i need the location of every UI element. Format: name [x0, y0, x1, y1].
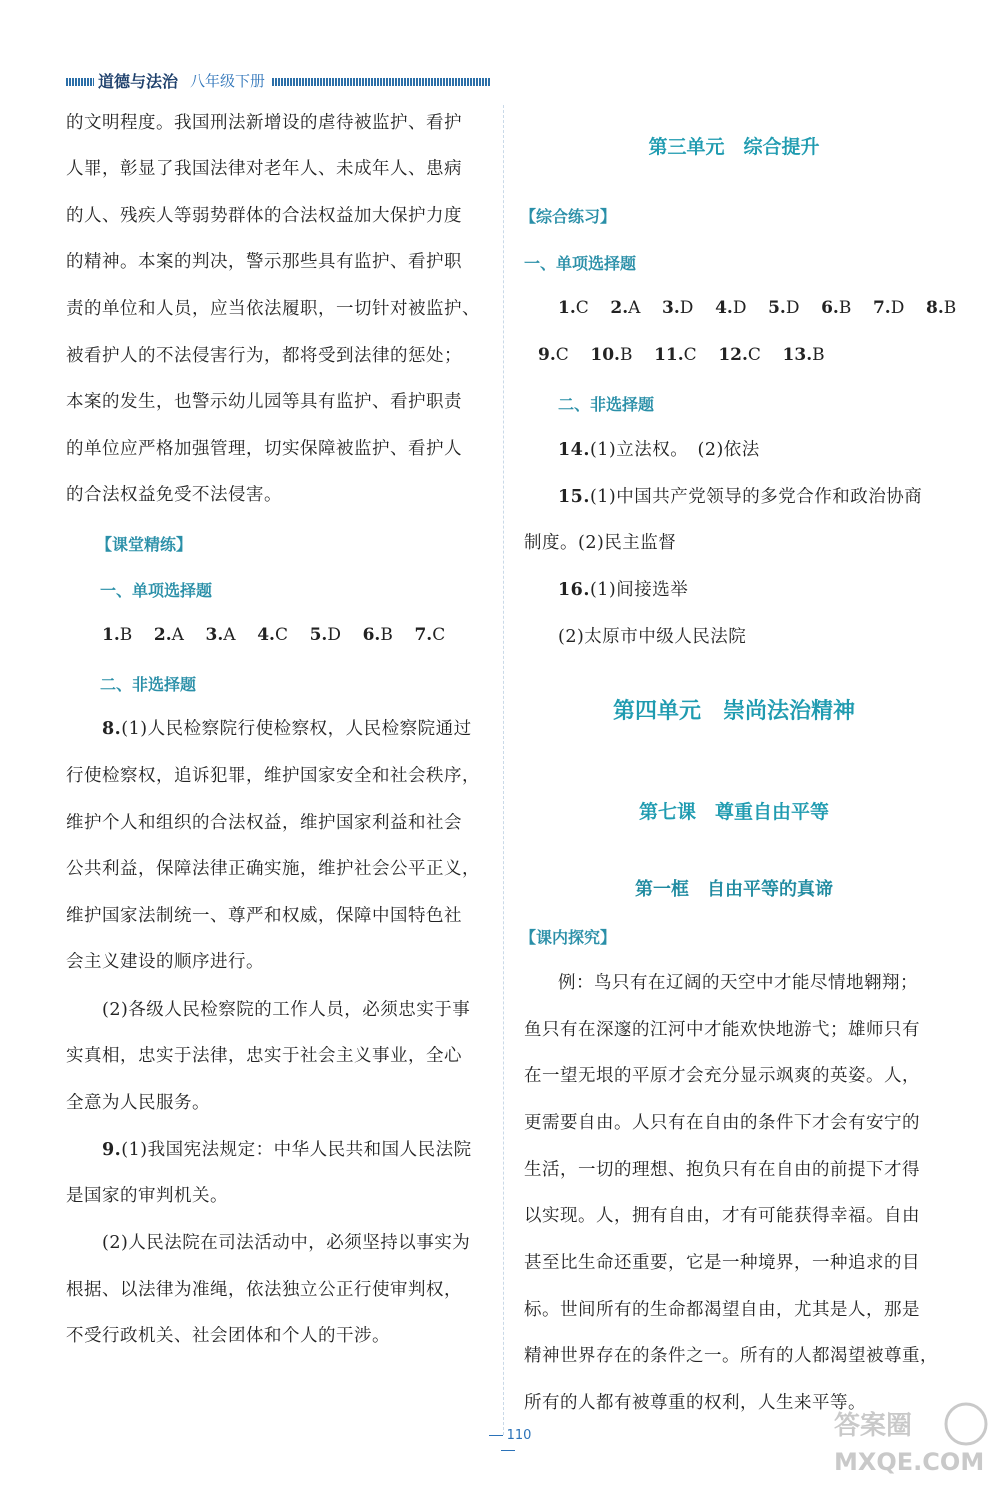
answer-num: 5. [768, 298, 786, 318]
text-line: 的单位应严格加强管理，切实保障被监护、看护人 [66, 439, 462, 459]
text-line: 在一望无垠的平原才会充分显示飒爽的英姿。人， [524, 1066, 920, 1086]
text-line: 维护个人和组织的合法权益，维护国家利益和社会 [66, 813, 462, 833]
header-subject: 道德与法治 [98, 72, 179, 91]
text-line: 制度。(2)民主监督 [524, 533, 677, 553]
text-line: 行使检察权，追诉犯罪，维护国家安全和社会秩序， [66, 766, 480, 786]
answer-num: 4. [715, 298, 733, 318]
question-num: 8. [102, 719, 122, 739]
section-tag: 【综合练习】 [520, 207, 617, 226]
answer-val: C [555, 345, 569, 365]
text-line: 的人、残疾人等弱势群体的合法权益加大保护力度 [66, 206, 462, 226]
answer-val: C [432, 625, 446, 645]
frame-title: 第一框 自由平等的真谛 [635, 879, 833, 900]
header-decor-right [272, 78, 490, 86]
section-tag: 【课堂精练】 [96, 535, 193, 554]
text-line: 以实现。人，拥有自由，才有可能获得幸福。自由 [524, 1206, 920, 1226]
text-line: (2)各级人民检察院的工作人员，必须忠实于事 [102, 1000, 471, 1020]
unit-title: 第四单元 崇尚法治精神 [612, 699, 855, 724]
text-line: 例：鸟只有在辽阔的天空中才能尽情地翱翔； [558, 973, 918, 993]
text-line: 的精神。本案的判决，警示那些具有监护、看护职 [66, 252, 462, 272]
text-line [558, 439, 760, 461]
answer-val: B [380, 625, 393, 645]
answer-num: 1. [102, 625, 120, 645]
question-text: (1)间接选举 [589, 580, 689, 600]
page-header [66, 70, 466, 94]
answer-val: C [747, 345, 761, 365]
answer-val: A [171, 625, 184, 645]
question-text: (1)中国共产党领导的多党合作和政治协商 [589, 487, 923, 507]
answer-row [558, 298, 956, 318]
answer-num: 6. [821, 298, 839, 318]
answer-num: 13. [782, 345, 813, 365]
answer-num: 12. [718, 345, 748, 365]
text-line: 所有的人都有被尊重的权利，人生来平等。 [524, 1393, 866, 1413]
text-line: 精神世界存在的条件之一。所有的人都渴望被尊重， [524, 1346, 938, 1366]
watermark-text-cn: 答案圈 [834, 1411, 913, 1441]
answer-val: B [943, 298, 957, 318]
watermark-graphic [824, 1400, 994, 1480]
text-line: 全意为人民服务。 [66, 1093, 210, 1113]
answer-num: 5. [309, 625, 328, 645]
text-line: 会主义建设的顺序进行。 [66, 952, 264, 972]
answer-row [538, 345, 825, 365]
answer-num: 6. [362, 625, 381, 645]
answer-val: C [575, 298, 589, 318]
question-num: 15. [558, 487, 590, 507]
header-decor-left [66, 78, 94, 86]
answer-val: C [274, 625, 288, 645]
question-num: 16. [558, 580, 590, 600]
text-line: 实真相，忠实于法律，忠实于社会主义事业，全心 [66, 1046, 462, 1066]
question-text: (1)我国宪法规定：中华人民共和国人民法院 [121, 1140, 472, 1160]
text-line: 是国家的审判机关。 [66, 1186, 228, 1206]
answer-num: 4. [257, 625, 275, 645]
question-text: (1)立法权。 (2)依法 [589, 440, 760, 460]
answer-num: 9. [538, 345, 556, 365]
text-line: 不受行政机关、社会团体和个人的干涉。 [66, 1326, 390, 1346]
section-heading: 一、单项选择题 [100, 581, 213, 600]
watermark-text-en: MXQE.COM [834, 1448, 985, 1476]
question-num: 9. [102, 1140, 122, 1160]
answer-num: 3. [662, 298, 680, 318]
answer-val: B [119, 625, 133, 645]
answer-val: B [838, 298, 852, 318]
answer-num: 2. [610, 298, 629, 318]
answer-val: D [679, 298, 694, 318]
answer-num: 10. [590, 345, 620, 365]
page-number: 110 [478, 1428, 538, 1458]
header-grade: 八年级下册 [190, 72, 266, 90]
answer-val: D [732, 298, 747, 318]
answer-num: 8. [925, 298, 944, 318]
question-text: (1)人民检察院行使检察权，人民检察院通过 [121, 719, 472, 739]
section-tag: 【课内探究】 [520, 928, 617, 947]
answer-num: 7. [872, 298, 891, 318]
section-heading: 一、单项选择题 [524, 254, 637, 273]
text-line: 被看护人的不法侵害行为，都将受到法律的惩处； [66, 346, 462, 366]
column-divider [503, 105, 504, 1435]
text-line: (2)太原市中级人民法院 [558, 627, 747, 647]
answer-val: B [812, 345, 825, 365]
answer-num: 7. [414, 625, 433, 645]
unit-title: 第三单元 综合提升 [648, 136, 820, 158]
text-line: 的文明程度。我国刑法新增设的虐待被监护、看护 [66, 113, 462, 133]
text-line: 生活，一切的理想、抱负只有在自由的前提下才得 [524, 1160, 920, 1180]
text-line: 人罪，彰显了我国法律对老年人、未成年人、患病 [66, 159, 462, 179]
text-line: 公共利益，保障法律正确实施，维护社会公平正义， [66, 859, 480, 879]
text-line [558, 486, 922, 508]
text-line: 责的单位和人员，应当依法履职，一切针对被监护、 [66, 299, 480, 319]
text-line [102, 718, 472, 740]
text-line: 维护国家法制统一、尊严和权威，保障中国特色社 [66, 906, 462, 926]
lesson-title: 第七课 尊重自由平等 [638, 801, 829, 823]
answer-num: 11. [654, 345, 684, 365]
text-line: 甚至比生命还重要，它是一种境界，一种追求的目 [524, 1253, 920, 1273]
question-num: 14. [558, 440, 590, 460]
answer-val: D [327, 625, 341, 645]
answer-val: A [223, 625, 236, 645]
answer-val: A [628, 298, 641, 318]
section-heading: 二、非选择题 [100, 675, 197, 694]
answer-num: 3. [205, 625, 224, 645]
text-line: 本案的发生，也警示幼儿园等具有监护、看护职责 [66, 392, 462, 412]
answer-val: D [890, 298, 905, 318]
answer-row [102, 625, 445, 645]
text-line: 更需要自由。人只有在自由的条件下才会有安宁的 [524, 1113, 920, 1133]
text-line: 标。世间所有的生命都渴望自由，尤其是人，那是 [524, 1300, 920, 1320]
text-line [102, 1139, 472, 1161]
answer-val: B [619, 345, 633, 365]
watermark-logo [824, 1400, 994, 1480]
answer-val: D [785, 298, 800, 318]
section-heading: 二、非选择题 [558, 395, 655, 414]
text-line: 根据、以法律为准绳，依法独立公正行使审判权， [66, 1280, 462, 1300]
answer-num: 1. [558, 298, 576, 318]
answer-num: 2. [153, 625, 172, 645]
text-line: 鱼只有在深邃的江河中才能欢快地游弋；雄师只有 [524, 1020, 920, 1040]
text-line: (2)人民法院在司法活动中，必须坚持以事实为 [102, 1233, 471, 1253]
answer-val: C [683, 345, 697, 365]
text-line: 的合法权益免受不法侵害。 [66, 485, 282, 505]
text-line [558, 579, 688, 601]
